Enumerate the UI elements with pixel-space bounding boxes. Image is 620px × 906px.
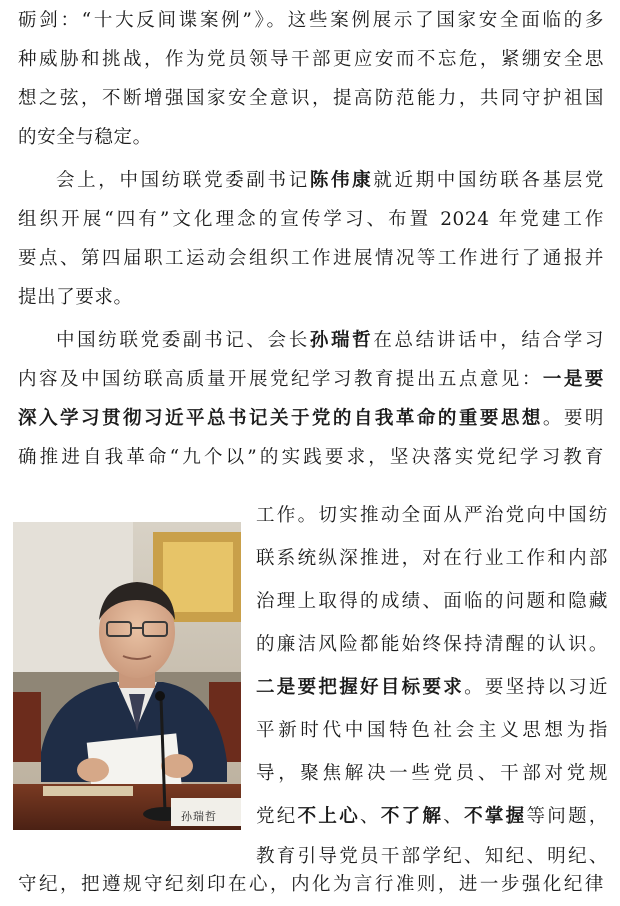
para1-line3: 想之弦，不断增强国家安全意识，提高防范能力，共同守护祖国 [18, 88, 604, 109]
para3-line5: 工作。切实推动全面从严治党向中国纺 [256, 505, 608, 526]
para2-line3: 要点、第四届职工运动会组织工作进展情况等工作进行了通报并 [18, 248, 604, 269]
para3-line2 [18, 361, 604, 399]
point-one-label: 一是要 [542, 369, 604, 390]
nameplate-label: 孙瑞哲 [181, 810, 217, 823]
para1-line4: 的安全与稳定。 [18, 127, 152, 148]
para3-text: 党纪 [256, 806, 298, 827]
para3-text: 。要明 [542, 408, 604, 429]
para3-line7: 治理上取得的成绩、面临的问题和隐藏 [256, 591, 608, 612]
point-two-label: 二是要把握好目标要求 [256, 677, 465, 698]
para3-line6: 联系统纵深推进，对在行业工作和内部 [256, 548, 608, 569]
para3-text: 、 [360, 806, 381, 827]
para3-line4: 确推进自我革命“九个以”的实践要求，坚决落实党纪学习教育 [18, 447, 604, 468]
para1-line1: 砺剑：“十大反间谍案例”》。这些案例展示了国家安全面临的多 [18, 10, 604, 31]
para3-line8: 的廉洁风险都能始终保持清醒的认识。 [256, 634, 608, 655]
speaker-photo-illustration [13, 522, 241, 830]
para3-line14: 守纪，把遵规守纪刻印在心，内化为言行准则，进一步强化纪律 [18, 874, 604, 895]
bold-phrase: 不上心 [297, 806, 361, 827]
para3-text: 在总结讲话中，结合学习 [373, 330, 604, 351]
para2-text: 就近期中国纺联各基层党 [373, 170, 604, 191]
para3-line10: 平新时代中国特色社会主义思想为指 [256, 720, 608, 741]
para3-line9 [256, 669, 608, 707]
para3-text: 中国纺联党委副书记、会长 [56, 330, 310, 351]
para3-line1 [56, 322, 604, 360]
bold-phrase: 不了解 [380, 806, 444, 827]
para3-line12 [256, 798, 608, 836]
para3-text: 、 [443, 806, 465, 827]
para2-line1 [56, 162, 604, 200]
para2-line2: 组织开展“四有”文化理念的宣传学习、布置 2024 年党建工作 [18, 209, 604, 230]
person-name-chen: 陈伟康 [309, 170, 374, 191]
point-one-text: 深入学习贯彻习近平总书记关于党的自我革命的重要思想 [18, 408, 543, 429]
para1-line2: 种威胁和挑战，作为党员领导干部更应安而不忘危，紧绷安全思 [18, 49, 604, 70]
para3-text: 内容及中国纺联高质量开展党纪学习教育提出五点意见： [18, 369, 543, 390]
speaker-photo [13, 522, 241, 830]
para3-line3 [18, 400, 604, 438]
para3-text: 。要坚持以习近 [464, 677, 608, 698]
bold-phrase: 不掌握 [464, 806, 527, 827]
para3-line13: 教育引导党员干部学纪、知纪、明纪、 [256, 846, 608, 867]
para3-text: 等问题， [526, 806, 608, 827]
para3-line11: 导，聚焦解决一些党员、干部对党规 [256, 763, 608, 784]
para2-line4: 提出了要求。 [18, 287, 133, 308]
para2-text: 会上，中国纺联党委副书记 [56, 170, 310, 191]
person-name-sun: 孙瑞哲 [309, 330, 374, 351]
